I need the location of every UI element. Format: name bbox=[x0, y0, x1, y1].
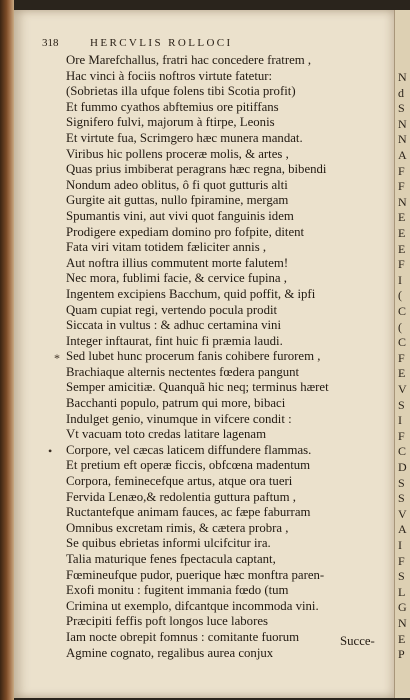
edge-letter: E bbox=[398, 241, 406, 256]
edge-letter: F bbox=[398, 163, 405, 178]
text-line: Hac vinci à fociis noftros virtute fatetur: bbox=[66, 68, 273, 83]
edge-letter: S bbox=[398, 491, 405, 506]
edge-letter: F bbox=[398, 553, 405, 568]
edge-letter: S bbox=[398, 101, 405, 116]
text-line: Siccata in vultus : & adhuc certamina vini bbox=[66, 318, 281, 333]
text-line: Et pretium eft operæ ficcis, obfcœna madentum bbox=[66, 458, 311, 473]
text-line: Nec mora, fublimi facie, & cervice fupina , bbox=[66, 271, 288, 286]
edge-letter: G bbox=[398, 600, 407, 615]
text-line: Sed lubet hunc procerum fanis cohibere furorem , bbox=[66, 349, 321, 364]
edge-letter: E bbox=[398, 366, 406, 381]
edge-letter: I bbox=[398, 538, 402, 552]
edge-letter: C bbox=[398, 444, 407, 459]
text-line: Gurgite ait guttas, nullo fpiramine, mergam bbox=[66, 193, 289, 208]
margin-mark-asterisk: * bbox=[54, 351, 60, 365]
edge-letter: S bbox=[398, 569, 405, 584]
edge-letter: N bbox=[398, 616, 407, 630]
text-line: Bacchanti populo, patrum qui more, bibaci bbox=[66, 396, 286, 411]
edge-letter: N bbox=[398, 70, 407, 84]
page bbox=[14, 10, 394, 698]
text-line: Indulget genio, vinumque in vifcere condit : bbox=[66, 411, 292, 426]
edge-letter: L bbox=[398, 584, 406, 599]
text-line: Ingentem excipiens Bacchum, quid poffit, & ipfi bbox=[66, 286, 316, 301]
edge-letter: F bbox=[398, 257, 405, 272]
text-line: Quam cupiat regi, vertendo pocula prodit bbox=[66, 302, 278, 317]
text-line: Fata viri vitam totidem fæliciter annis , bbox=[66, 240, 267, 255]
edge-letter: V bbox=[398, 506, 407, 521]
book-binding bbox=[0, 0, 14, 700]
text-line: Signifero fulvi, majorum à ftirpe, Leonis bbox=[66, 115, 275, 130]
text-line: Nondum adeo oblitus, ô fi quot gutturis alti bbox=[66, 177, 288, 192]
edge-letter: A bbox=[398, 148, 407, 162]
text-line: Spumantis vini, aut vivi quot fanguinis idem bbox=[66, 208, 294, 223]
edge-letter: F bbox=[398, 179, 405, 194]
text-line: Fervida Lenæo,& redolentia guttura paftum , bbox=[66, 489, 296, 504]
edge-letter: F bbox=[398, 428, 405, 443]
text-line: Corpore, vel cæcas laticem diffundere flammas. bbox=[66, 442, 312, 457]
text-line: Corpora, feminecefque artus, atque ora tueri bbox=[66, 474, 293, 489]
text-line: Prodigere expediam domino pro fofpite, ditent bbox=[66, 224, 305, 239]
edge-letter: E bbox=[398, 226, 406, 240]
facing-page-edge bbox=[394, 10, 410, 698]
edge-letter: D bbox=[398, 460, 407, 474]
text-line: Vt vacuam toto credas latitare lagenam bbox=[66, 427, 267, 442]
edge-letter: N bbox=[398, 194, 407, 209]
text-line: Talia maturique fenes fpectacula captant, bbox=[66, 552, 276, 566]
edge-letter: V bbox=[398, 382, 407, 396]
edge-letter: S bbox=[398, 475, 405, 490]
edge-letter: ( bbox=[398, 288, 402, 303]
edge-letter: N bbox=[398, 132, 407, 147]
edge-letter: C bbox=[398, 304, 407, 318]
edge-letter: E bbox=[398, 631, 406, 646]
text-line: Præcipiti feffis poft longos luce labores bbox=[66, 614, 268, 629]
margin-mark-dot: • bbox=[48, 444, 53, 458]
edge-letter: I bbox=[398, 272, 402, 287]
edge-letter: E bbox=[398, 210, 406, 225]
edge-letter: S bbox=[398, 397, 405, 412]
text-line: Fœmineufque pudor, puerique hæc monftra paren- bbox=[66, 567, 325, 582]
text-line: Et fummo cyathos abftemius ore pitiffans bbox=[66, 99, 279, 114]
text-line: Quas prius imbiberat peragrans hæc regna, bibendi bbox=[66, 162, 327, 177]
text-line: (Sobrietas illa ufque folens tibi Scotia profit) bbox=[66, 84, 296, 99]
text-line: Se quibus ebrietas informi ulcifcitur ira. bbox=[66, 536, 271, 551]
running-head: HERCVLIS ROLLOCI bbox=[90, 37, 233, 49]
edge-letter: C bbox=[398, 335, 407, 350]
edge-letter: F bbox=[398, 350, 405, 365]
page-number: 318 bbox=[42, 37, 59, 49]
text-line: Crimina ut exemplo, difcantque incommoda vini. bbox=[66, 598, 319, 613]
edge-letter: d bbox=[398, 85, 404, 100]
edge-letter: P bbox=[398, 647, 405, 662]
page-header bbox=[42, 37, 377, 51]
text-line: Exofi monitu : fugitent immania fœdo (tum bbox=[66, 583, 289, 598]
text-line: Et virtute fua, Scrimgero hæc munera mandat. bbox=[66, 130, 303, 145]
text-line: Agmine cognato, regalibus aurea conjux bbox=[66, 645, 274, 660]
text-line: Iam nocte obrepit fomnus : comitante fuorum bbox=[66, 629, 300, 644]
text-line: Aut noftra illius commutent morte falutem! bbox=[66, 255, 289, 270]
edge-letter: I bbox=[398, 413, 402, 428]
text-line: Omnibus excretam rimis, & cætera probra , bbox=[66, 520, 289, 535]
text-line: Ore Marefchallus, fratri hac concedere fratrem , bbox=[66, 53, 312, 67]
edge-letter: ( bbox=[398, 319, 402, 334]
poem-text bbox=[66, 53, 386, 661]
text-line: Integer inftaurat, fint huic fi præmia laudi. bbox=[66, 333, 283, 348]
text-line: Viribus hic pollens proceræ molis, & artes , bbox=[66, 146, 289, 161]
edge-letter: N bbox=[398, 116, 407, 131]
text-line: Brachiaque alternis nectentes fœdera pangunt bbox=[66, 364, 300, 379]
catchword: Succe- bbox=[340, 634, 375, 648]
edge-letter: A bbox=[398, 522, 407, 537]
text-line: Ructantefque animam fauces, ac fæpe faburram bbox=[66, 505, 311, 520]
text-line: Semper amicitiæ. Quanquã hic neq; terminus hæret bbox=[66, 380, 329, 395]
